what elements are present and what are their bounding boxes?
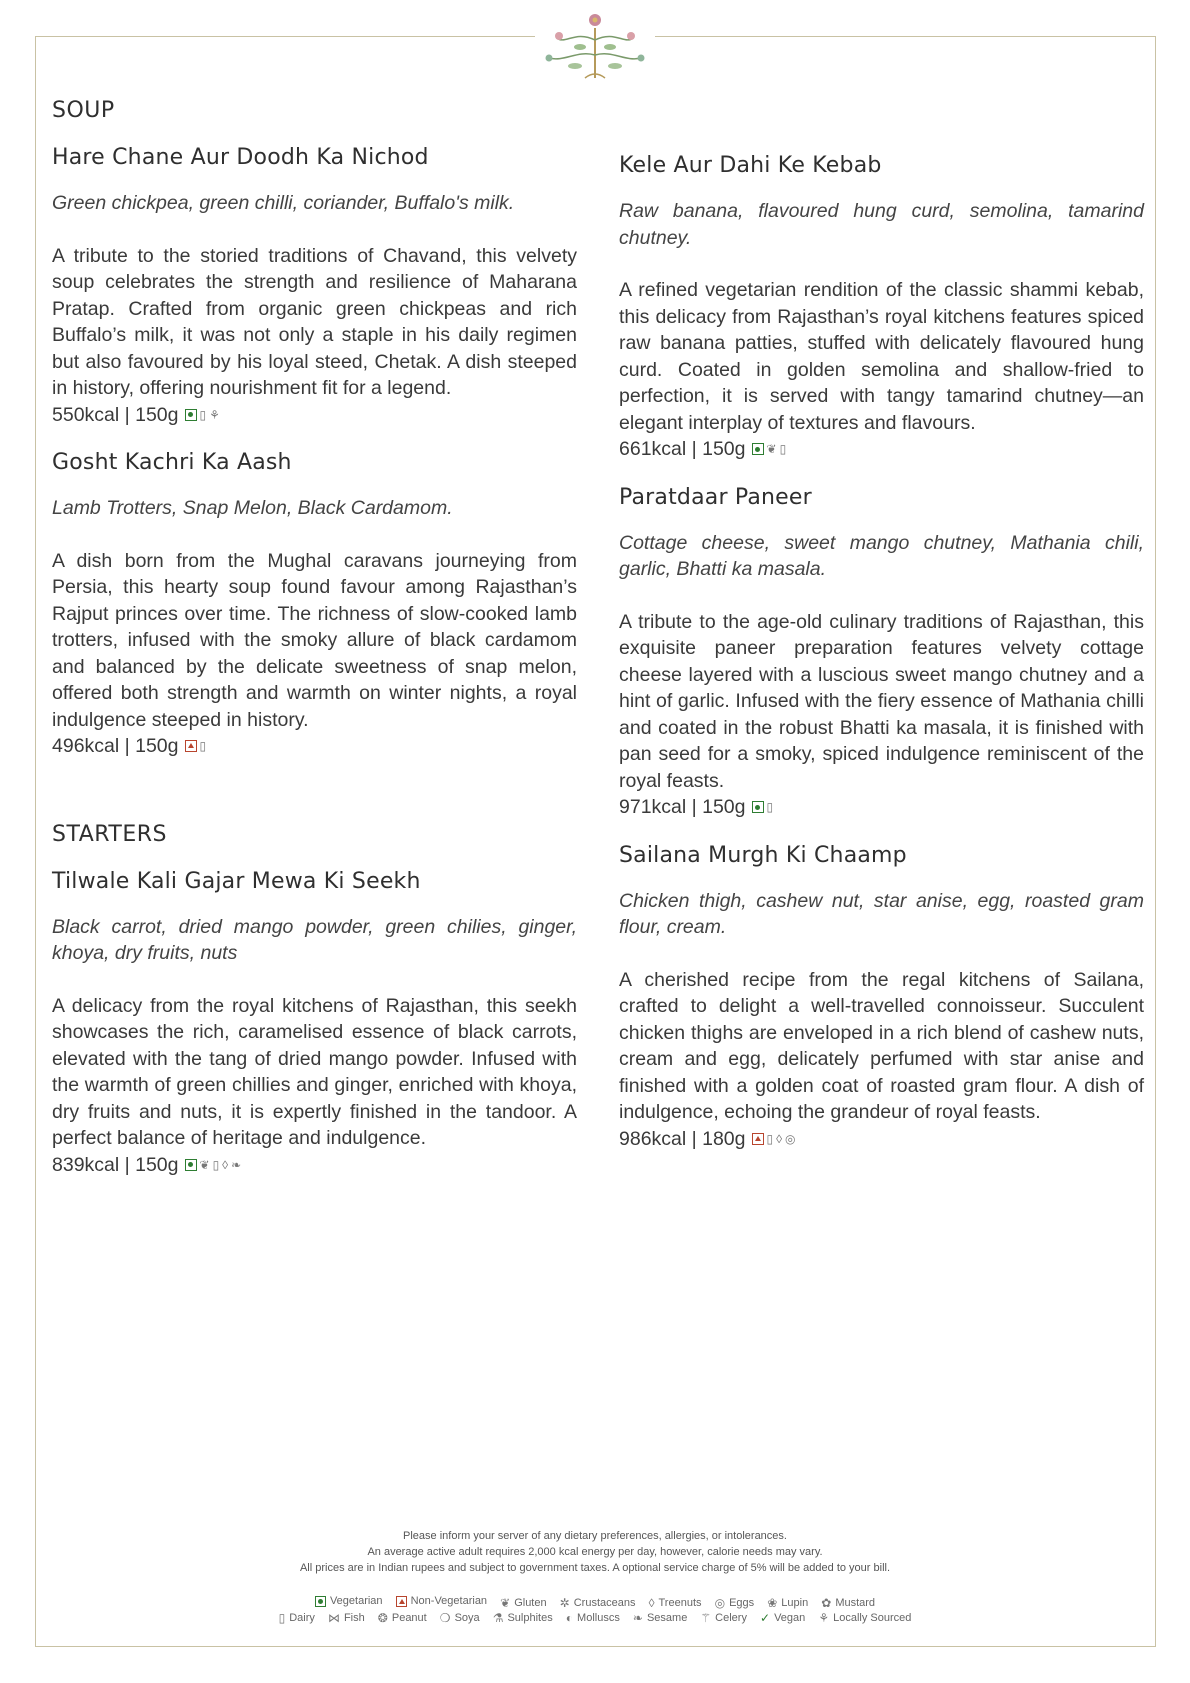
- legend-row: [0, 1612, 1190, 1625]
- dish-item: [619, 843, 1144, 1153]
- dish-calories-weight: 971kcal | 150g: [619, 796, 746, 818]
- legend-row: [0, 1595, 1190, 1610]
- dairy-icon: ▯: [278, 1611, 286, 1625]
- right-column: [619, 153, 1144, 1174]
- legend-label: Dairy: [289, 1612, 315, 1624]
- molluscs-icon: ◐: [565, 1611, 574, 1625]
- lupin-icon: ❀: [767, 1595, 778, 1610]
- veg-icon: [185, 409, 197, 421]
- footer-notes: [0, 1528, 1190, 1576]
- legend-label: Vegetarian: [329, 1595, 383, 1607]
- peanut-icon: ❂: [377, 1611, 388, 1625]
- legend-item-celery: [700, 1612, 747, 1624]
- treenuts-icon: ◊: [648, 1595, 655, 1610]
- crustaceans-icon: ✲: [559, 1595, 570, 1610]
- dish-meta: [52, 402, 577, 429]
- sesame-icon: ❧: [231, 1157, 242, 1172]
- vegan-icon: ✓: [760, 1611, 771, 1625]
- sulphites-icon: ⚗: [492, 1611, 504, 1625]
- footer-line: All prices are in Indian rupees and subject to government taxes. A optional service charge of 5% will be added to your bill.: [299, 1562, 891, 1574]
- locally-sourced-icon: ⚘: [209, 407, 220, 422]
- dish-item: [619, 485, 1144, 821]
- dish-ingredients: Green chickpea, green chilli, coriander, Buffalo's milk.: [52, 192, 515, 214]
- treenuts-icon: ◊: [222, 1157, 229, 1172]
- dairy-icon: ▯: [779, 442, 787, 457]
- nonveg-icon: [752, 1133, 764, 1145]
- floral-ornament-icon: [535, 0, 655, 86]
- veg-icon: [752, 443, 764, 455]
- veg-icon: [185, 1159, 197, 1171]
- dish-description: A refined vegetarian rendition of the classic shammi kebab, this delicacy from Rajasthan’s royal kitchens features spiced raw banana patties, stuffed with delicately flavoured hung curd. Coated in golden semolina and shallow-fried to perfection, it is served with tangy tamarind chutney—an elegant interplay of textures and flavours.: [619, 279, 1144, 434]
- dish-calories-weight: 839kcal | 150g: [52, 1153, 179, 1176]
- veg-icon: [315, 1596, 326, 1607]
- dish-item: [52, 450, 577, 760]
- dairy-icon: ▯: [199, 739, 207, 754]
- footer-line: An average active adult requires 2,000 kcal energy per day, however, calorie needs may vary.: [367, 1546, 823, 1558]
- dish-description: A tribute to the age-old culinary traditions of Rajasthan, this exquisite paneer preparation features velvety cottage cheese layered with a luscious sweet mango chutney and a hint of garlic. Infused with the fiery essence of Mathania chilli and coated in the robust Bhatti ka masala, it is finished with pan seed for a smoky, spiced indulgence reminiscent of the royal feasts.: [619, 610, 1144, 792]
- left-column: [52, 98, 577, 1200]
- dish-name: Hare Chane Aur Doodh Ka Nichod: [52, 145, 429, 170]
- legend-item-mustard: [821, 1597, 875, 1609]
- legend-label: Gluten: [514, 1596, 547, 1609]
- dairy-icon: ▯: [766, 800, 774, 815]
- legend-label: Mustard: [835, 1596, 876, 1609]
- dish-name: Paratdaar Paneer: [619, 484, 812, 510]
- dish-meta: [619, 436, 1144, 463]
- dish-ingredients: Black carrot, dried mango powder, green chilies, ginger, khoya, dry fruits, nuts: [52, 915, 577, 964]
- dish-ingredients: Lamb Trotters, Snap Melon, Black Cardamom.: [52, 497, 453, 519]
- legend-item-sulphites: [493, 1612, 553, 1624]
- section-starters: [52, 822, 577, 1179]
- dietary-icons: [752, 801, 774, 813]
- legend-item-crustaceans: [560, 1597, 636, 1609]
- mustard-icon: ✿: [821, 1595, 832, 1610]
- legend-label: Peanut: [391, 1612, 427, 1624]
- dietary-icons: [185, 740, 207, 752]
- legend-label: Lupin: [781, 1596, 809, 1609]
- nonveg-icon: [396, 1596, 407, 1607]
- dish-calories-weight: 986kcal | 180g: [619, 1127, 746, 1150]
- eggs-icon: ◎: [714, 1595, 726, 1610]
- section-title: STARTERS: [52, 821, 168, 847]
- soya-icon: ❍: [439, 1611, 451, 1625]
- dish-ingredients: Chicken thigh, cashew nut, star anise, egg, roasted gram flour, cream.: [619, 889, 1144, 938]
- dairy-icon: ▯: [212, 1157, 220, 1172]
- legend-label: Soya: [454, 1612, 480, 1624]
- legend-item-treenuts: [649, 1597, 702, 1609]
- dish-description: A dish born from the Mughal caravans journeying from Persia, this hearty soup found favour among Rajasthan’s Rajput princes over time. The richness of slow-cooked lamb trotters, infused with the smoky allure of black cardamom and balanced by the delicate sweetness of snap melon, offered both strength and warmth on winter nights, a royal indulgence steeped in history.: [52, 549, 577, 731]
- legend-item-peanut: [378, 1612, 427, 1624]
- dish-meta: [52, 733, 577, 760]
- gluten-icon: ❦: [199, 1157, 210, 1172]
- section-soup: [52, 98, 577, 760]
- dish-ingredients: Cottage cheese, sweet mango chutney, Mathania chili, garlic, Bhatti ka masala.: [619, 531, 1144, 580]
- dairy-icon: ▯: [199, 407, 207, 422]
- dairy-icon: ▯: [766, 1131, 774, 1146]
- dish-item: [52, 869, 577, 1179]
- legend-label: Molluscs: [577, 1612, 620, 1624]
- legend-label: Eggs: [729, 1596, 755, 1609]
- dish-description: A delicacy from the royal kitchens of Rajasthan, this seekh showcases the rich, caramelised essence of black carrots, elevated with the tang of dried mango powder. Infused with the warmth of green chillies and ginger, enriched with khoya, dry fruits and nuts, it is expertly finished in the tandoor. A perfect balance of heritage and indulgence.: [52, 994, 577, 1149]
- legend-item-molluscs: [566, 1612, 620, 1624]
- legend-label: Vegan: [774, 1612, 806, 1624]
- legend-item-non-vegetarian: [396, 1595, 487, 1607]
- eggs-icon: ◎: [785, 1131, 796, 1146]
- dish-name: Gosht Kachri Ka Aash: [52, 450, 292, 475]
- dish-name: Tilwale Kali Gajar Mewa Ki Seekh: [52, 868, 421, 894]
- legend-label: Celery: [715, 1612, 747, 1624]
- dish-name: Kele Aur Dahi Ke Kebab: [619, 153, 882, 178]
- legend-label: Fish: [343, 1612, 365, 1624]
- gluten-icon: ❦: [500, 1595, 511, 1610]
- legend-item-fish: [328, 1612, 365, 1624]
- legend-item-locally-sourced: [818, 1612, 911, 1624]
- dietary-icons: [752, 1133, 796, 1145]
- legend-item-dairy: [279, 1612, 315, 1624]
- dish-description: A tribute to the storied traditions of Chavand, this velvety soup celebrates the strength and resilience of Maharana Pratap. Crafted from organic green chickpeas and rich Buffalo’s milk, it was not only a staple in his daily regimen but also favoured by his loyal steed, Chetak. A dish steeped in history, offering nourishment fit for a legend.: [52, 244, 577, 399]
- dish-calories-weight: 496kcal | 150g: [52, 735, 179, 757]
- legend-label: Sesame: [646, 1612, 688, 1624]
- locally-sourced-icon: ⚘: [818, 1611, 830, 1625]
- celery-icon: ⚚: [700, 1611, 712, 1625]
- dish-calories-weight: 661kcal | 150g: [619, 438, 746, 460]
- dish-item: [619, 153, 1144, 463]
- gluten-icon: ❦: [766, 442, 777, 457]
- dish-description: A cherished recipe from the regal kitchens of Sailana, crafted to delight a well-travelled connoisseur. Succulent chicken thighs are enveloped in a rich blend of cashew nuts, cream and egg, delicately perfumed with star anise and finished with a golden coat of roasted gram flour. A dish of indulgence, echoing the grandeur of royal feasts.: [619, 968, 1144, 1123]
- legend-label: Sulphites: [507, 1612, 553, 1624]
- dish-calories-weight: 550kcal | 150g: [52, 403, 179, 426]
- legend-item-eggs: [715, 1597, 755, 1609]
- legend-item-sesame: [633, 1612, 687, 1624]
- dish-meta: [619, 794, 1144, 821]
- legend-label: Treenuts: [658, 1596, 702, 1609]
- dish-meta: [619, 1126, 1144, 1153]
- fish-icon: ⋈: [327, 1611, 340, 1625]
- dietary-icons: [185, 409, 220, 421]
- legend-item-vegan: [760, 1612, 805, 1624]
- sesame-icon: ❧: [632, 1611, 643, 1625]
- nonveg-icon: [185, 740, 197, 752]
- legend-label: Crustaceans: [573, 1596, 636, 1609]
- dietary-icons: [185, 1159, 242, 1171]
- footer-line: Please inform your server of any dietary preferences, allergies, or intolerances.: [403, 1530, 787, 1542]
- dish-item: [52, 145, 577, 428]
- legend-item-gluten: [500, 1597, 546, 1609]
- legend-item-soya: [440, 1612, 480, 1624]
- legend-item-lupin: [767, 1597, 808, 1609]
- dish-name: Sailana Murgh Ki Chaamp: [619, 842, 907, 868]
- treenuts-icon: ◊: [776, 1131, 783, 1146]
- legend-label: Locally Sourced: [833, 1612, 912, 1624]
- dish-meta: [52, 1152, 577, 1179]
- dietary-icons: [752, 443, 787, 455]
- legend-item-vegetarian: [315, 1595, 383, 1607]
- veg-icon: [752, 801, 764, 813]
- legend-label: Non-Vegetarian: [410, 1595, 488, 1607]
- dish-ingredients: Raw banana, flavoured hung curd, semolina, tamarind chutney.: [619, 200, 1144, 249]
- section-title: SOUP: [52, 98, 115, 123]
